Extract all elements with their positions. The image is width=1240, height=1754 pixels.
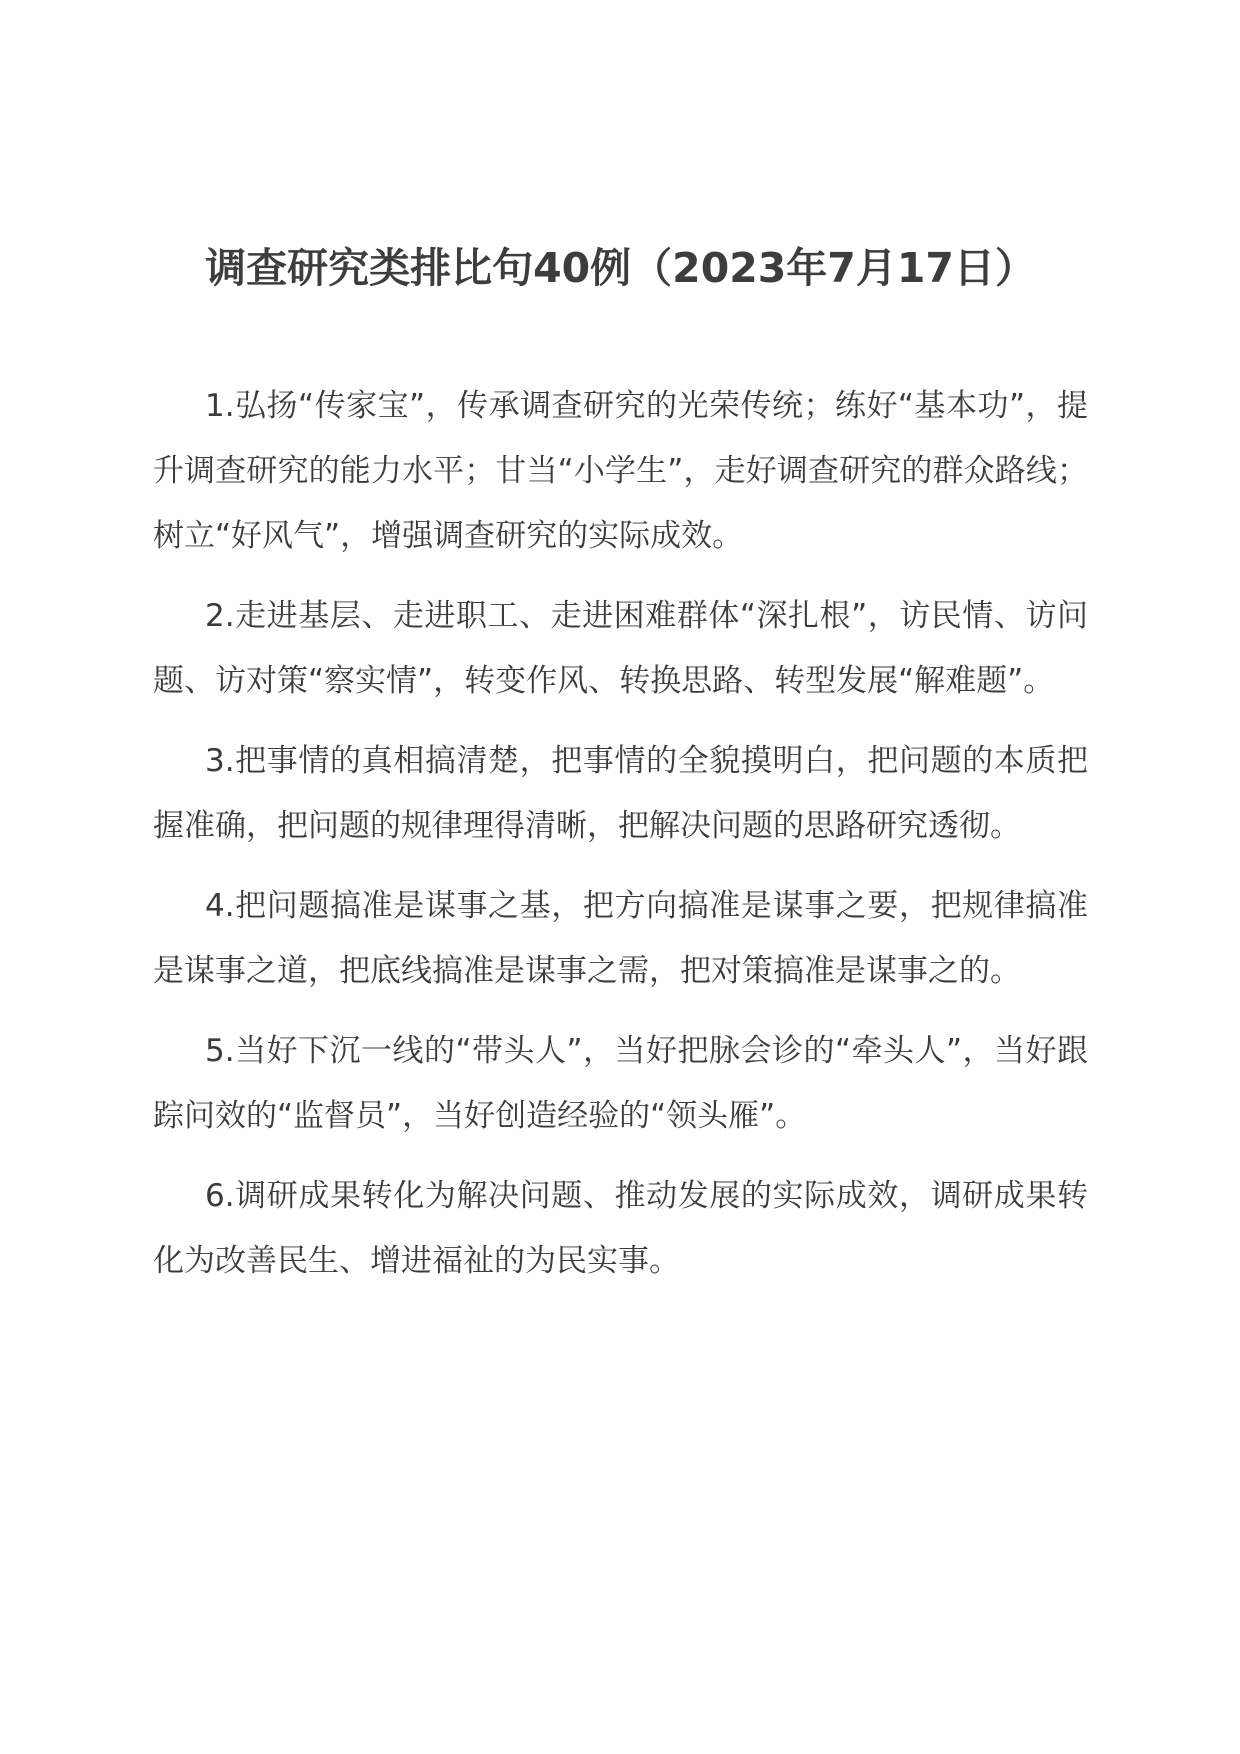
paragraph-6: 6.调研成果转化为解决问题、推动发展的实际成效，调研成果转化为改善民生、增进福祉的为民实事。 (153, 1178, 1088, 1279)
paragraph-5: 5.当好下沉一线的“带头人”，当好把脉会诊的“牵头人”，当好跟踪问效的“监督员”，当好创造经验的“领头雁”。 (153, 1033, 1088, 1134)
paragraph-3: 3.把事情的真相搞清楚，把事情的全貌摸明白，把问题的本质把握准确，把问题的规律理得清晰，把解决问题的思路研究透彻。 (153, 743, 1088, 844)
document-body (153, 374, 1088, 1309)
paragraph-1: 1.弘扬“传家宝”，传承调查研究的光荣传统；练好“基本功”，提升调查研究的能力水平；甘当“小学生”，走好调查研究的群众路线；树立“好风气”，增强调查研究的实际成效。 (153, 388, 1088, 554)
paragraph-2: 2.走进基层、走进职工、走进困难群体“深扎根”，访民情、访问题、访对策“察实情”，转变作风、转换思路、转型发展“解难题”。 (153, 598, 1088, 699)
document-title: 调查研究类排比句40例（2023年7月17日） (205, 244, 1036, 292)
paragraph-4: 4.把问题搞准是谋事之基，把方向搞准是谋事之要，把规律搞准是谋事之道，把底线搞准是谋事之需，把对策搞准是谋事之的。 (153, 888, 1088, 989)
